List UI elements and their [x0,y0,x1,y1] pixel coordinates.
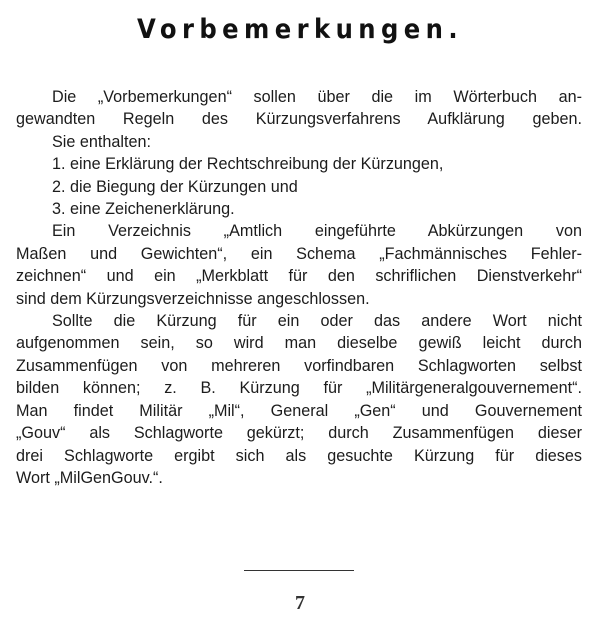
text-line: Zusammenfügen von mehreren vorfindbaren Schlagworten selbst [16,356,582,375]
text-line: Maßen und Gewichten“, ein Schema „Fachmännisches Fehler- [16,244,582,263]
text-line: Wort „MilGenGouv.“. [16,468,163,487]
text-line: Sie enthalten: [52,132,151,151]
text-line: Die „Vorbemerkungen“ sollen über die im Wörterbuch an- [52,88,582,106]
footer-divider [244,570,354,571]
text-line: Man findet Militär „Mil“, General „Gen“ und Gouvernement [16,401,582,420]
text-line: Ein Verzeichnis „Amtlich eingeführte Abkürzungen von [52,222,582,241]
list-item: 2. die Biegung der Kürzungen und [52,177,298,196]
text-line: aufgenommen sein, so wird man dieselbe gewiß leicht durch [16,334,582,353]
body-text [16,86,582,489]
page-number: 7 [295,592,305,614]
list-item: 1. eine Erklärung der Rechtschreibung der Kürzungen, [52,155,444,174]
text-line: drei Schlagworte ergibt sich als gesuchte Kürzung für dieses [16,446,582,465]
text-line: sind dem Kürzungsverzeichnisse angeschlossen. [16,289,370,308]
text-line: Sollte die Kürzung für ein oder das andere Wort nicht [52,312,582,331]
text-line: gewandten Regeln des Kürzungsverfahrens Aufklärung geben. [16,110,582,129]
text-line: zeichnen“ und ein „Merkblatt für den schriflichen Dienstverkehr“ [16,267,582,286]
page-title: Vorbemerkungen. [137,14,463,45]
text-line: „Gouv“ als Schlagworte gekürzt; durch Zusammenfügen dieser [16,424,582,443]
list-item: 3. eine Zeichenerklärung. [52,200,235,219]
text-line: bilden können; z. B. Kürzung für „Militärgeneralgouvernement“. [16,379,582,398]
